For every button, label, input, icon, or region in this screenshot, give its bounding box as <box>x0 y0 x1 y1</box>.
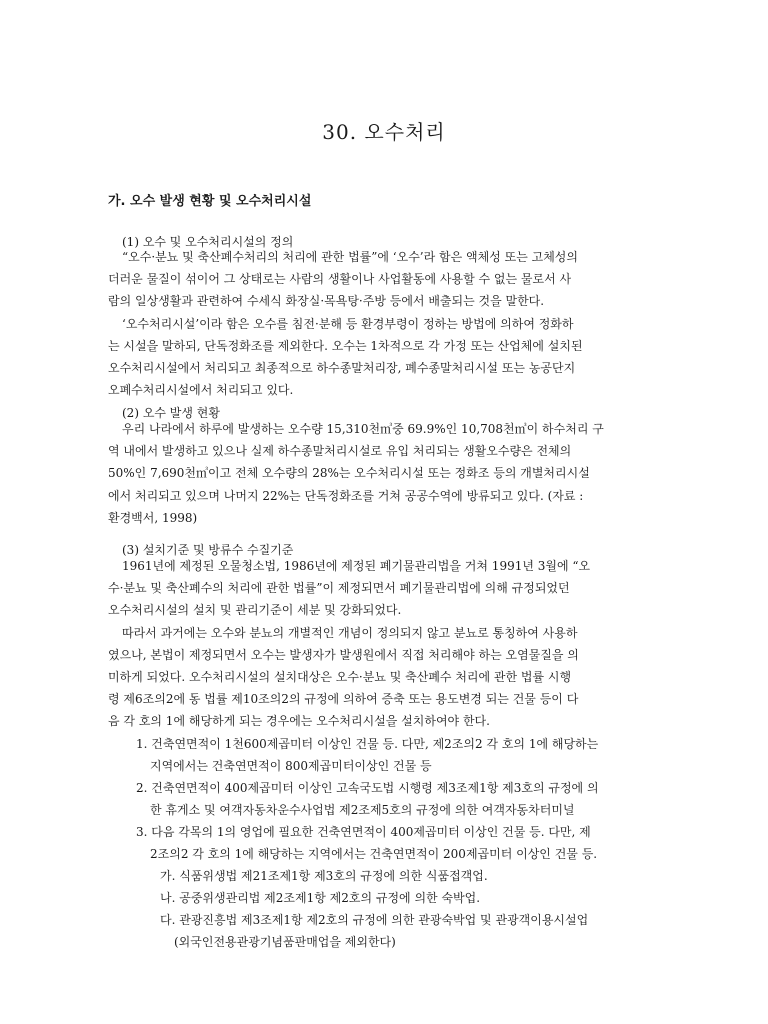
text-line: 오수처리시설에서 처리되고 최종적으로 하수종말처리장, 폐수종말처리시설 또는 농공단지 <box>108 360 576 375</box>
subsection-heading-definition: (1) 오수 및 오수처리시설의 정의 <box>122 235 294 249</box>
text-line: 오수처리시설의 설치 및 관리기준이 세분 및 강화되었다. <box>108 603 402 618</box>
sub-item-da: 다. 관광진흥법 제3조제1항 제2호의 규정에 의한 관광숙박업 및 관광객이용시설업 <box>160 913 589 927</box>
text-line: 람의 일상생활과 관련하여 수세식 화장실·목욕탕·주방 등에서 배출되는 것을 말한다. <box>108 294 545 309</box>
text-line: 따라서 과거에는 오수와 분뇨의 개별적인 개념이 정의되지 않고 분뇨로 통칭하여 사용하 <box>122 625 578 640</box>
list-item-1: 1. 건축연면적이 1천600제곱미터 이상인 건물 등. 다만, 제2조의2 각 호의 1에 해당하는 <box>136 737 599 751</box>
text-line: 는 시설을 말하되, 단독정화조를 제외한다. 오수는 1차적으로 각 가정 또는 산업체에 설치된 <box>108 338 583 353</box>
subsection-heading-criteria: (3) 설치기준 및 방류수 수질기준 <box>122 543 294 557</box>
text-line: 50%인 7,690천㎥이고 전체 오수량의 28%는 오수처리시설 또는 정화조 등의 개별처리시설 <box>108 466 590 481</box>
section-heading: 가. 오수 발생 현황 및 오수처리시설 <box>108 194 312 209</box>
text-line: 에서 처리되고 있으며 나머지 22%는 단독정화조를 거쳐 공공수역에 방류되고 있다. (자료 : <box>108 488 584 503</box>
text-line: 령 제6조의2에 동 법률 제10조의2의 규정에 의하여 증축 또는 용도변경 되는 건물 등이 다 <box>108 692 579 707</box>
list-item-2-cont: 한 휴게소 및 여객자동차운수사업법 제2조제5호의 규정에 의한 여객자동차터미널 <box>150 803 575 817</box>
paragraph-criteria <box>108 555 664 733</box>
text-line: 환경백서, 1998) <box>108 510 198 525</box>
text-line: 수·분뇨 및 축산폐수의 처리에 관한 법률”이 제정되면서 폐기물관리법에 의해 규정되었던 <box>108 581 570 596</box>
sub-item-ga: 가. 식품위생법 제21조제1항 제3호의 규정에 의한 식품접객업. <box>160 869 488 883</box>
sub-item-na: 나. 공중위생관리법 제2조제1항 제2호의 규정에 의한 숙박업. <box>160 891 481 905</box>
text-line: 더러운 물질이 섞이어 그 상태로는 사람의 생활이나 사업활동에 사용할 수 없는 물로서 사 <box>108 272 572 287</box>
text-line: 역 내에서 발생하고 있으나 실제 하수종말처리시설로 유입 처리되는 생활오수량은 전체의 <box>108 444 572 459</box>
text-line: ‘오수처리시설’이라 함은 오수를 침전·분해 등 환경부령이 정하는 방법에 의하여 정화하 <box>122 316 574 331</box>
text-line: 1961년에 제정된 오물청소법, 1986년에 제정된 폐기물관리법을 거쳐 1991년 3월에 “오 <box>122 559 591 573</box>
subsection-heading-status: (2) 오수 발생 현황 <box>122 406 220 420</box>
text-line: 음 각 호의 1에 해당하게 되는 경우에는 오수처리시설을 설치하여야 한다. <box>108 714 490 729</box>
text-line: 미하게 되었다. 오수처리시설의 설치대상은 오수·분뇨 및 축산폐수 처리에 관한 법률 시행 <box>108 669 572 684</box>
paragraph-status <box>108 418 664 529</box>
list-item-2: 2. 건축연면적이 400제곱미터 이상인 고속국도법 시행령 제3조제1항 제3호의 규정에 의 <box>136 781 599 795</box>
list-item-3: 3. 다음 각목의 1의 영업에 필요한 건축연면적이 400제곱미터 이상인 건물 등. 다만, 제 <box>136 825 591 839</box>
text-line: 오폐수처리시설에서 처리되고 있다. <box>108 383 294 398</box>
paragraph-definition <box>108 246 664 401</box>
text-line: “오수·분뇨 및 축산폐수처리의 처리에 관한 법률”에 ‘오수’라 함은 액체성 또는 고체성의 <box>122 250 578 264</box>
text-line: 우리 나라에서 하루에 발생하는 오수량 15,310천㎥중 69.9%인 10,708천㎥이 하수처리 구 <box>122 422 604 436</box>
list-item-3-cont: 2조의2 각 호의 1에 해당하는 지역에서는 건축연면적이 200제곱미터 이상인 건물 등. <box>150 847 598 861</box>
text-line: 였으나, 본법이 제정되면서 오수는 발생자가 발생원에서 직접 처리해야 하는 오염물질을 의 <box>108 647 579 662</box>
sub-item-da-note: (외국인전용관광기념품판매업을 제외한다) <box>174 935 396 949</box>
list-item-1-cont: 지역에서는 건축연면적이 800제곱미터이상인 건물 등 <box>150 759 432 773</box>
page-title: 30. 오수처리 <box>322 120 446 144</box>
